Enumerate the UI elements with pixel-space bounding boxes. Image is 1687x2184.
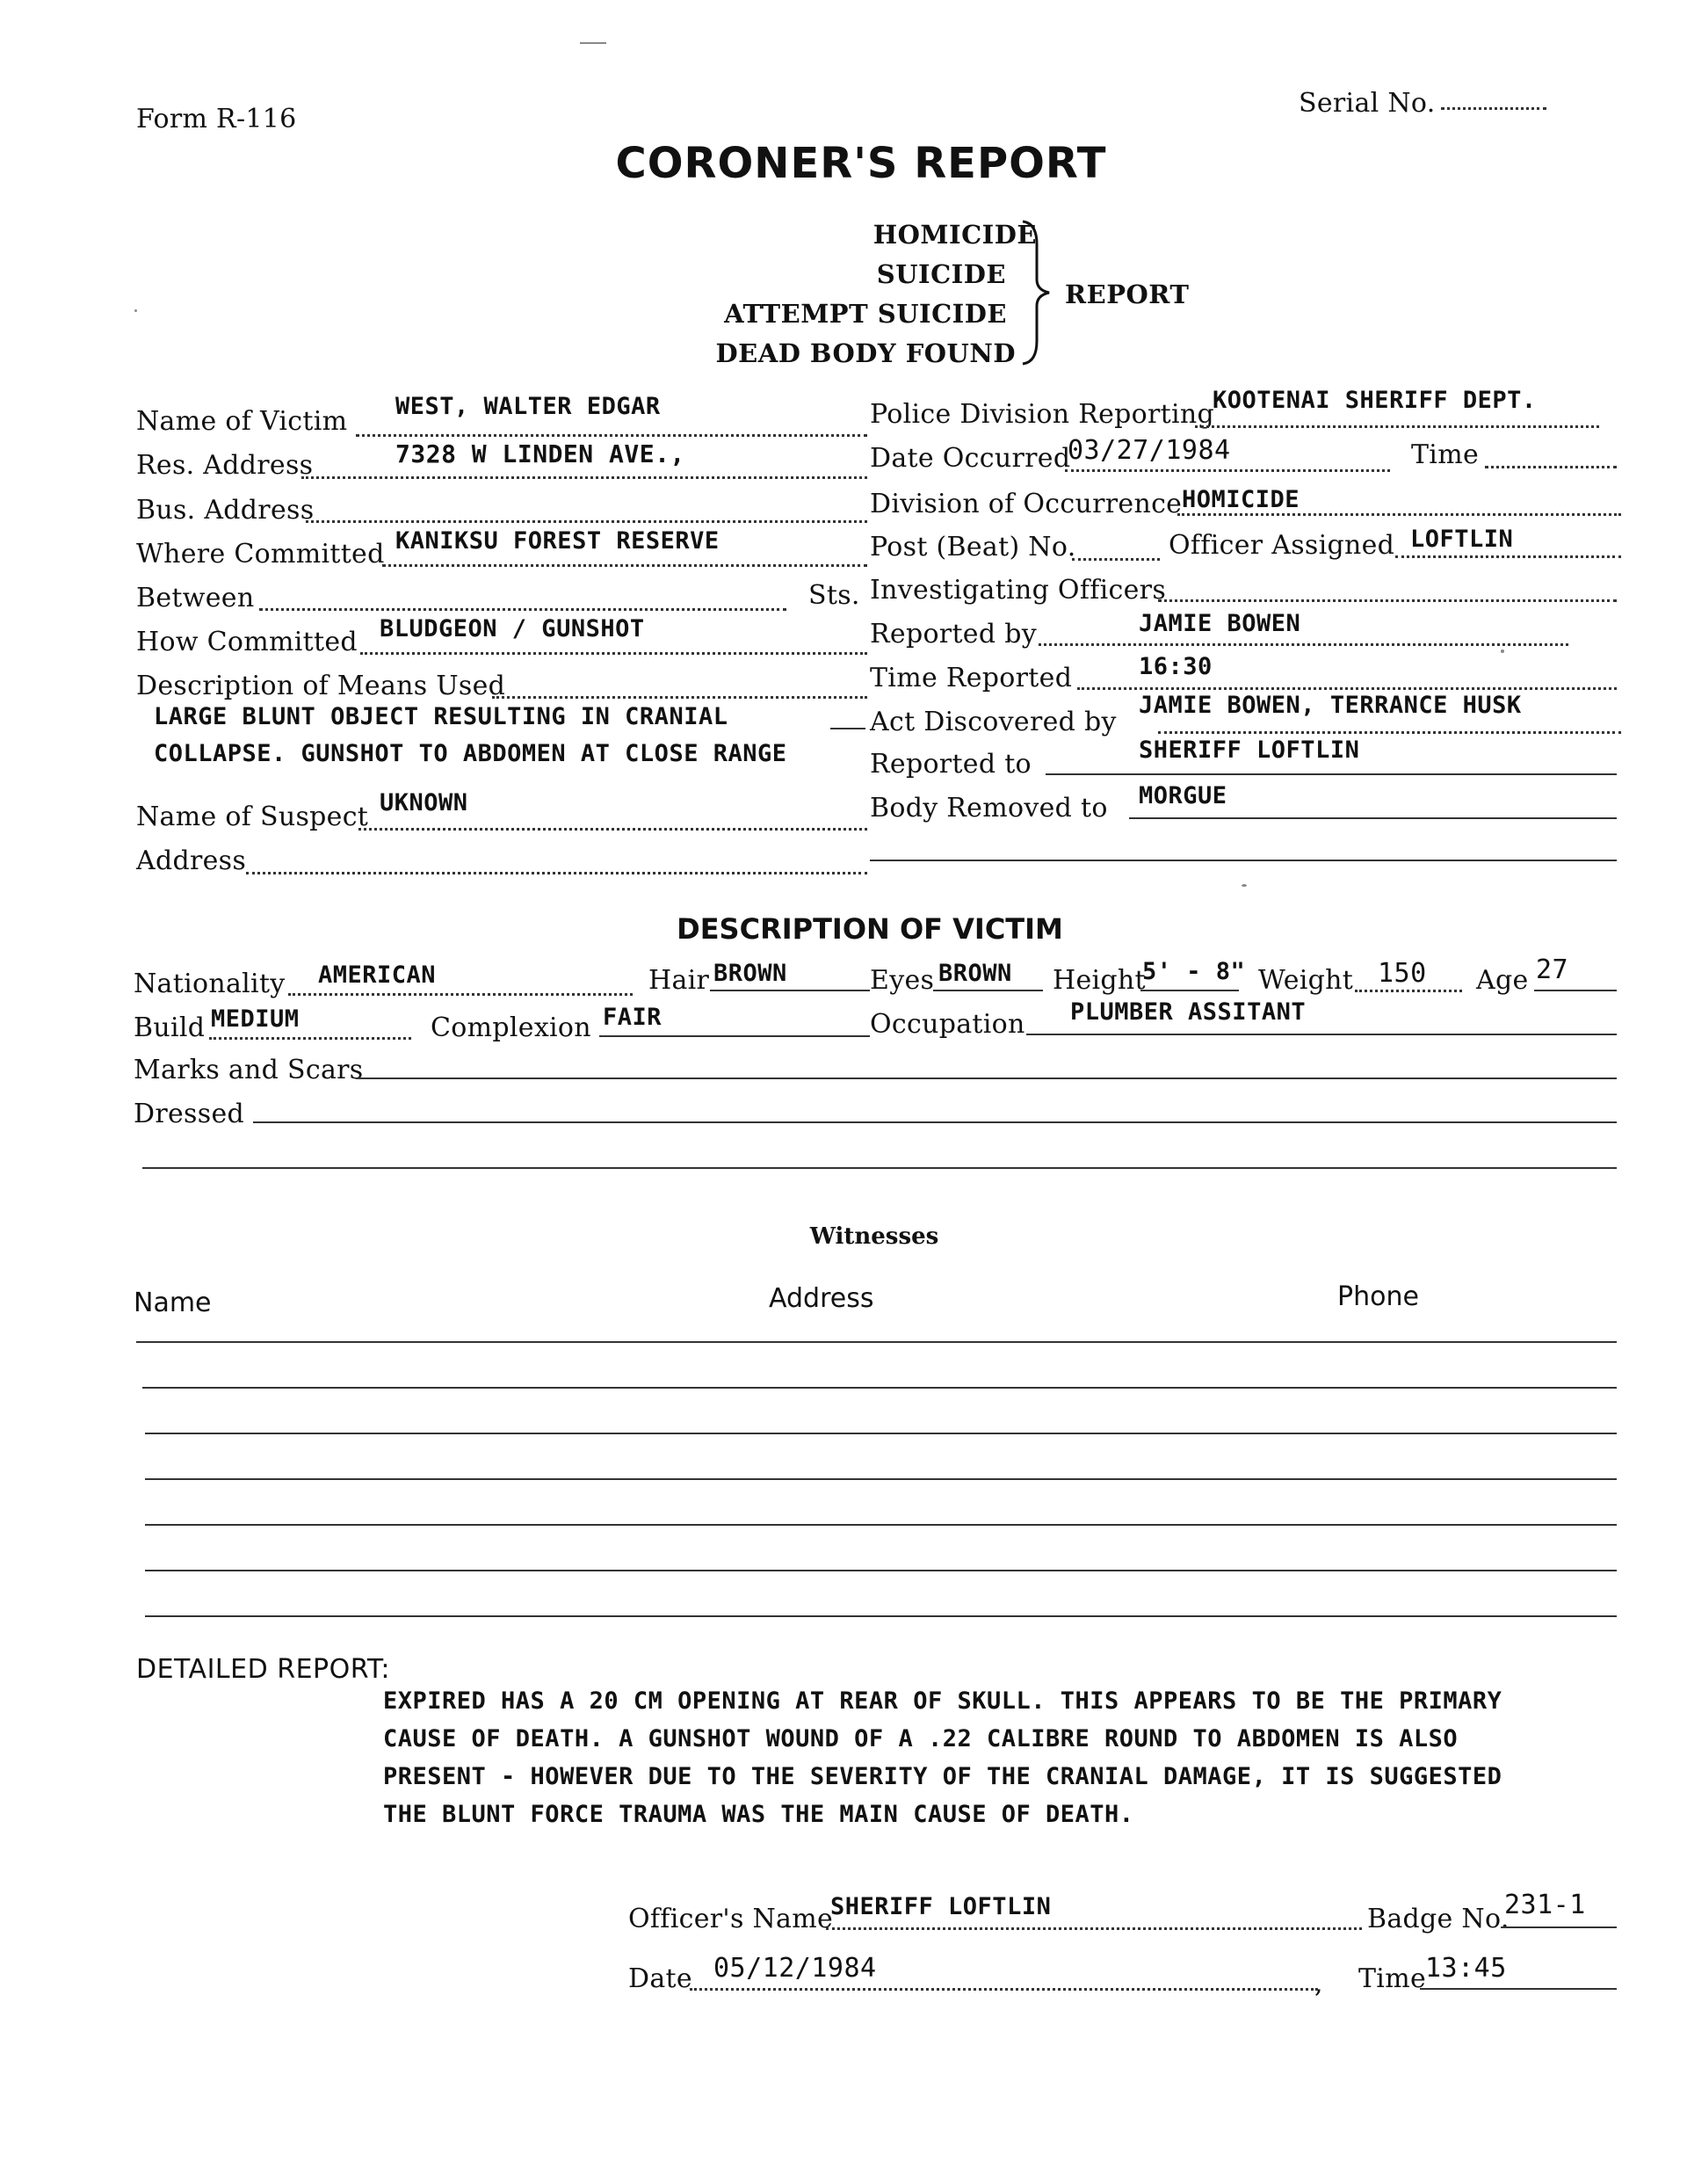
between-field[interactable] bbox=[259, 608, 786, 611]
serial-blank[interactable] bbox=[1441, 107, 1546, 110]
act-discovered-label: Act Discovered by bbox=[870, 707, 1117, 737]
time-signoff-line bbox=[1420, 1988, 1617, 1990]
scan-speck bbox=[580, 42, 606, 44]
witness-row-line[interactable] bbox=[136, 1341, 1617, 1343]
age-line bbox=[1534, 990, 1617, 991]
means-label: Description of Means Used bbox=[136, 671, 506, 701]
means-line bbox=[492, 696, 867, 699]
officer-name-line bbox=[826, 1927, 1362, 1930]
age-label: Age bbox=[1476, 965, 1529, 996]
address-field[interactable] bbox=[246, 872, 867, 874]
between-label: Between bbox=[136, 583, 255, 613]
date-field[interactable]: 05/12/1984 bbox=[713, 1953, 877, 1984]
occupation-line bbox=[1026, 1034, 1617, 1035]
time-signoff-field[interactable]: 13:45 bbox=[1425, 1953, 1507, 1984]
act-discovered-line bbox=[1158, 731, 1621, 734]
detailed-report-line-2[interactable]: CAUSE OF DEATH. A GUNSHOT WOUND OF A .22 CALIBRE ROUND TO ABDOMEN IS ALSO bbox=[383, 1725, 1459, 1752]
body-removed-field[interactable]: MORGUE bbox=[1139, 782, 1227, 809]
division-occurrence-line bbox=[1177, 513, 1621, 516]
time-reported-line bbox=[1077, 687, 1617, 690]
complexion-label: Complexion bbox=[431, 1012, 591, 1043]
res-address-line bbox=[301, 476, 867, 479]
badge-line bbox=[1501, 1926, 1617, 1928]
police-division-label: Police Division Reporting bbox=[870, 399, 1215, 430]
act-discovered-field[interactable]: JAMIE BOWEN, TERRANCE HUSK bbox=[1139, 692, 1522, 719]
bus-address-label: Bus. Address bbox=[136, 495, 315, 526]
officer-name-field[interactable]: SHERIFF LOFTLIN bbox=[830, 1893, 1052, 1920]
means-line-1[interactable]: LARGE BLUNT OBJECT RESULTING IN CRANIAL bbox=[154, 703, 728, 730]
nationality-field[interactable]: AMERICAN bbox=[318, 961, 437, 989]
officer-assigned-field[interactable]: LOFTLIN bbox=[1410, 526, 1514, 553]
witness-row-line[interactable] bbox=[145, 1478, 1617, 1480]
nationality-label: Nationality bbox=[134, 969, 286, 999]
complexion-field[interactable]: FAIR bbox=[603, 1004, 662, 1031]
eyes-line bbox=[933, 990, 1043, 991]
scan-speck bbox=[1242, 884, 1247, 887]
time-reported-label: Time Reported bbox=[870, 663, 1073, 693]
badge-field[interactable]: 231-1 bbox=[1504, 1890, 1586, 1920]
division-occurrence-field[interactable]: HOMICIDE bbox=[1182, 486, 1300, 513]
report-title: CORONER'S REPORT bbox=[615, 139, 1107, 188]
police-division-line bbox=[1195, 425, 1599, 428]
witnesses-heading: Witnesses bbox=[809, 1223, 939, 1250]
time-occurred-field[interactable] bbox=[1485, 466, 1617, 468]
occupation-label: Occupation bbox=[870, 1009, 1025, 1040]
weight-line bbox=[1355, 990, 1462, 992]
age-field[interactable]: 27 bbox=[1536, 954, 1569, 985]
form-number: Form R-116 bbox=[136, 104, 297, 134]
witness-row-line[interactable] bbox=[145, 1524, 1617, 1526]
time-signoff-label: Time bbox=[1358, 1963, 1427, 1994]
hair-line bbox=[710, 990, 870, 991]
complexion-line bbox=[599, 1035, 870, 1037]
witness-row-line[interactable] bbox=[145, 1433, 1617, 1434]
date-label: Date bbox=[628, 1963, 692, 1994]
bus-address-field[interactable] bbox=[306, 520, 867, 523]
victim-description-heading: DESCRIPTION OF VICTIM bbox=[677, 912, 1063, 946]
height-line bbox=[1140, 990, 1239, 991]
detailed-report-line-3[interactable]: PRESENT - HOWEVER DUE TO THE SEVERITY OF THE CRANIAL DAMAGE, IT IS SUGGESTED bbox=[383, 1763, 1502, 1790]
scan-speck bbox=[134, 309, 137, 312]
where-committed-line bbox=[382, 564, 867, 567]
witness-col-phone: Phone bbox=[1337, 1281, 1419, 1312]
category-attempt-suicide: ATTEMPT SUICIDE bbox=[724, 299, 1007, 329]
division-occurrence-label: Division of Occurrence bbox=[870, 489, 1183, 519]
eyes-field[interactable]: BROWN bbox=[938, 960, 1012, 987]
address-label: Address bbox=[136, 845, 247, 876]
date-occurred-label: Date Occurred bbox=[870, 443, 1071, 474]
reported-by-label: Reported by bbox=[870, 619, 1037, 649]
how-committed-field[interactable]: BLUDGEON / GUNSHOT bbox=[380, 615, 645, 642]
report-label: REPORT bbox=[1065, 279, 1190, 309]
badge-label: Badge No. bbox=[1367, 1904, 1510, 1934]
dressed-field-continued[interactable] bbox=[142, 1167, 1617, 1169]
victim-name-line bbox=[356, 434, 867, 437]
build-field[interactable]: MEDIUM bbox=[211, 1005, 300, 1033]
res-address-field[interactable]: 7328 W LINDEN AVE., bbox=[395, 439, 685, 468]
body-removed-line bbox=[1129, 817, 1617, 819]
reported-by-line bbox=[1039, 643, 1568, 646]
category-suicide: SUICIDE bbox=[876, 259, 1006, 289]
category-dead-body-found: DEAD BODY FOUND bbox=[715, 338, 1016, 368]
detailed-report-line-4[interactable]: THE BLUNT FORCE TRAUMA WAS THE MAIN CAUSE OF DEATH. bbox=[383, 1801, 1134, 1828]
witness-col-name: Name bbox=[134, 1288, 212, 1318]
post-beat-field[interactable] bbox=[1072, 558, 1160, 561]
dressed-label: Dressed bbox=[134, 1099, 244, 1129]
marks-scars-field[interactable] bbox=[356, 1077, 1617, 1079]
dressed-field[interactable] bbox=[253, 1121, 1617, 1123]
witness-row-line[interactable] bbox=[145, 1615, 1617, 1617]
suspect-label: Name of Suspect bbox=[136, 802, 369, 832]
res-address-label: Res. Address bbox=[136, 450, 314, 481]
investigating-label: Investigating Officers bbox=[870, 575, 1167, 606]
build-line bbox=[209, 1037, 411, 1040]
time-occurred-label: Time bbox=[1411, 439, 1480, 470]
date-comma: , bbox=[1314, 1969, 1323, 1999]
how-committed-label: How Committed bbox=[136, 627, 358, 657]
weight-label: Weight bbox=[1258, 965, 1354, 996]
witness-row-line[interactable] bbox=[145, 1570, 1617, 1571]
reported-to-label: Reported to bbox=[870, 749, 1032, 780]
scan-speck bbox=[1501, 649, 1504, 653]
height-field[interactable]: 5' - 8" bbox=[1142, 958, 1246, 985]
category-brace-icon bbox=[1019, 218, 1054, 367]
date-line bbox=[690, 1988, 1318, 1991]
means-line-2[interactable]: COLLAPSE. GUNSHOT TO ABDOMEN AT CLOSE RANGE bbox=[154, 740, 787, 767]
victim-name-label: Name of Victim bbox=[136, 406, 348, 437]
witness-col-address: Address bbox=[769, 1283, 874, 1314]
hair-field[interactable]: BROWN bbox=[713, 960, 787, 987]
reported-to-field[interactable]: SHERIFF LOFTLIN bbox=[1139, 736, 1360, 764]
marks-scars-label: Marks and Scars bbox=[134, 1055, 364, 1085]
means-line-1-rule bbox=[830, 728, 865, 729]
suspect-field[interactable]: UKNOWN bbox=[380, 789, 468, 816]
hair-label: Hair bbox=[648, 965, 710, 996]
date-occurred-field[interactable]: 03/27/1984 bbox=[1068, 435, 1231, 466]
victim-name-field[interactable]: WEST, WALTER EDGAR bbox=[395, 393, 661, 420]
suspect-line bbox=[358, 828, 867, 831]
serial-label: Serial No. bbox=[1299, 88, 1436, 119]
post-beat-label: Post (Beat) No. bbox=[870, 532, 1076, 562]
eyes-label: Eyes bbox=[870, 965, 935, 996]
date-occurred-line bbox=[1065, 469, 1390, 472]
detailed-report-line-1[interactable]: EXPIRED HAS A 20 CM OPENING AT REAR OF SKULL. THIS APPEARS TO BE THE PRIMARY bbox=[383, 1687, 1502, 1715]
time-reported-field[interactable]: 16:30 bbox=[1139, 653, 1213, 680]
officer-assigned-line bbox=[1395, 555, 1621, 558]
detailed-report-label: DETAILED REPORT: bbox=[136, 1654, 391, 1685]
weight-field[interactable]: 150 bbox=[1378, 958, 1427, 989]
occupation-field[interactable]: PLUMBER ASSITANT bbox=[1070, 998, 1307, 1026]
investigating-field[interactable] bbox=[1158, 599, 1617, 602]
where-committed-label: Where Committed bbox=[136, 539, 385, 570]
nationality-line bbox=[288, 993, 633, 996]
height-label: Height bbox=[1053, 965, 1146, 996]
officer-name-label: Officer's Name bbox=[628, 1904, 834, 1934]
reported-to-line bbox=[1046, 773, 1617, 775]
witness-row-line[interactable] bbox=[142, 1387, 1617, 1389]
police-division-field[interactable]: KOOTENAI SHERIFF DEPT. bbox=[1213, 387, 1537, 414]
sts-label: Sts. bbox=[808, 580, 860, 611]
officer-assigned-label: Officer Assigned bbox=[1169, 530, 1395, 561]
reported-by-field[interactable]: JAMIE BOWEN bbox=[1139, 610, 1301, 637]
where-committed-field[interactable]: KANIKSU FOREST RESERVE bbox=[395, 527, 720, 555]
right-blank-field[interactable] bbox=[870, 860, 1617, 861]
build-label: Build bbox=[134, 1012, 206, 1043]
how-committed-line bbox=[360, 652, 867, 655]
category-homicide: HOMICIDE bbox=[872, 220, 1037, 250]
body-removed-label: Body Removed to bbox=[870, 793, 1108, 824]
